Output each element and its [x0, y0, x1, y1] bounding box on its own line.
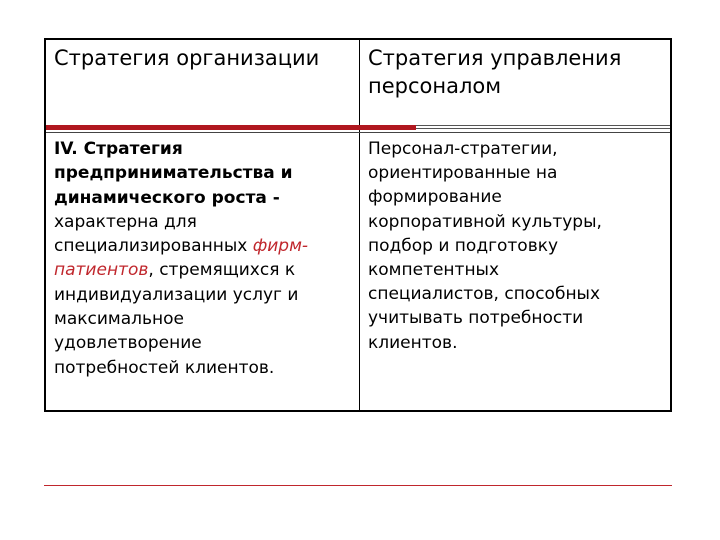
- description-line: удовлетворение: [54, 333, 202, 354]
- red-accent-bar: [46, 125, 416, 130]
- description-text: , стремящихся к: [148, 260, 296, 281]
- description-line: [54, 258, 354, 282]
- header-row-underline: [46, 132, 670, 133]
- personnel-line: учитывать потребности: [368, 308, 584, 329]
- footer-divider: [44, 485, 672, 486]
- comparison-table: [44, 38, 672, 412]
- firm-type-term: патиентов: [54, 260, 149, 281]
- header-right-line: Стратегия управления: [368, 46, 622, 70]
- firm-type-term: фирм-: [252, 236, 309, 257]
- personnel-line: компетентных: [368, 260, 500, 281]
- personnel-line: формирование: [368, 187, 502, 208]
- personnel-line: ориентированные на: [368, 163, 558, 184]
- personnel-line: клиентов.: [368, 332, 458, 353]
- personnel-line: специалистов, способных: [368, 284, 601, 305]
- organization-strategy-cell: [54, 137, 354, 380]
- personnel-line: подбор и подготовку: [368, 235, 559, 256]
- description-line: [54, 234, 354, 258]
- description-line: потребностей клиентов.: [54, 357, 275, 378]
- header-strategy-organization: Стратегия организации: [54, 46, 320, 70]
- personnel-strategy-cell: [368, 137, 668, 355]
- description-line: характерна для: [54, 211, 197, 232]
- header-row-rule: [416, 125, 670, 129]
- personnel-line: Персонал-стратегии,: [368, 139, 558, 159]
- personnel-line: корпоративной культуры,: [368, 211, 602, 232]
- description-line: индивидуализации услуг и: [54, 284, 299, 305]
- description-text: специализированных: [54, 236, 253, 257]
- strategy-title-line: IV. Стратегия: [54, 139, 183, 159]
- header-strategy-personnel: [368, 44, 621, 100]
- strategy-title-line: динамического роста -: [54, 187, 280, 208]
- header-right-line: персоналом: [368, 74, 502, 98]
- column-divider: [359, 40, 360, 410]
- description-line: максимальное: [54, 309, 185, 330]
- strategy-title-line: предпринимательства и: [54, 163, 293, 184]
